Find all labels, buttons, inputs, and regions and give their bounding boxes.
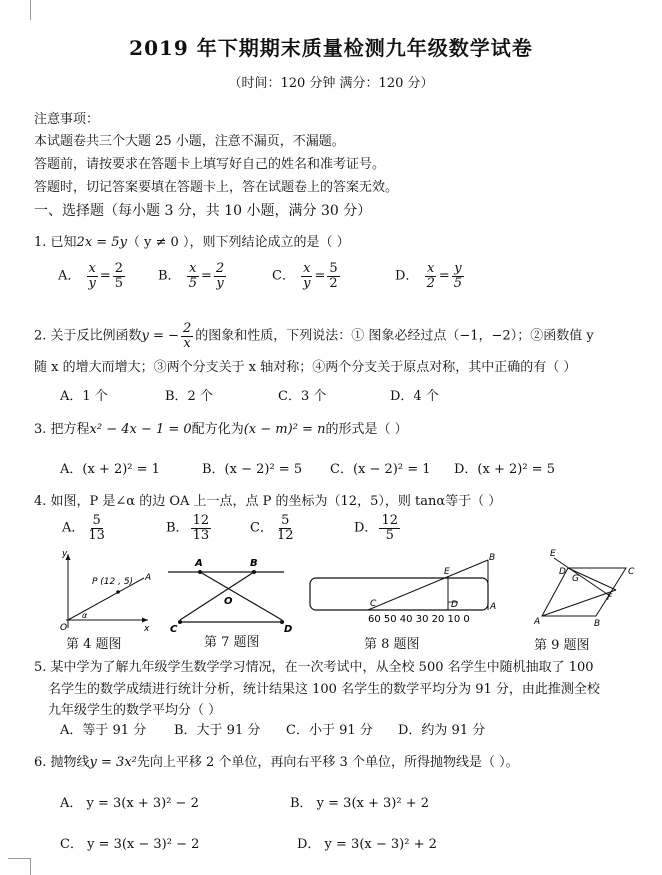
notes-heading: 注意事项： bbox=[34, 112, 100, 127]
question-1 bbox=[34, 231, 350, 250]
q1-stem-a: 1. 已知 bbox=[34, 235, 77, 250]
fig7-d-label: D bbox=[284, 624, 293, 635]
q2-option-c[interactable]: C．3 个 bbox=[278, 389, 327, 404]
fig4-x-label: x bbox=[144, 624, 150, 634]
fig9-e-label: E bbox=[550, 549, 556, 559]
figure-4-caption: 第 4 题图 bbox=[66, 637, 122, 652]
q1-option-b[interactable]: B． $\frac{x}{5}$ = $\frac{2}{y}$ bbox=[158, 261, 225, 291]
question-6: 6. 抛物线y = 3x²先向上平移 2 个单位，再向右平移 3 个单位，所得抛物线是（ ）。 bbox=[34, 755, 519, 770]
fig4-y-label: y bbox=[62, 549, 68, 559]
figure-8 bbox=[310, 553, 496, 625]
q1-option-c[interactable]: C． $\frac{x}{y}$ = $\frac{5}{2}$ bbox=[272, 261, 338, 291]
figure-4 bbox=[60, 549, 151, 634]
q3-option-a[interactable]: A．(x + 2)² = 1 bbox=[60, 462, 160, 477]
question-2: 2. 关于反比例函数y = − $\frac{2}{x}$ 的图象和性质，下列说法：① 图象必经过点（−1，−2）；②函数值 y bbox=[34, 321, 594, 351]
q4-option-a[interactable]: A． $\frac{5}{13}$ bbox=[62, 513, 105, 543]
question-5-line-2: 名学生的数学成绩进行统计分析，统计结果这 100 名学生的数学平均分为 91 分，由此推测全校 bbox=[48, 682, 600, 697]
corner-mark-bottom-left-v bbox=[30, 858, 31, 875]
question-3: 3. 把方程x² − 4x − 1 = 0配方化为(x − m)² = n的形式是（ ） bbox=[34, 422, 408, 437]
q3-option-b[interactable]: B．(x − 2)² = 5 bbox=[202, 462, 303, 477]
fig7-c-label: C bbox=[170, 624, 178, 635]
question-4: 4. 如图，P 是∠α 的边 OA 上一点，点 P 的坐标为（12，5），则 tanα等于（ ） bbox=[34, 494, 502, 509]
q3-option-c[interactable]: C．(x − 2)² = 1 bbox=[330, 462, 431, 477]
fig4-a-label: A bbox=[145, 573, 152, 583]
fig7-a-label: A bbox=[195, 558, 203, 569]
fig8-ruler-ticks: 60 50 40 30 20 10 0 bbox=[368, 614, 470, 625]
q1-stem-b: ，则下列结论成立的是（ ） bbox=[189, 235, 350, 250]
figure-8-caption: 第 8 题图 bbox=[364, 637, 420, 652]
q2-option-d[interactable]: D．4 个 bbox=[390, 389, 439, 404]
question-5-line-1: 5. 某中学为了解九年级学生数学学习情况，在一次考试中，从全校 500 名学生中随机抽取了 100 bbox=[34, 660, 594, 675]
figure-9 bbox=[533, 549, 635, 629]
q5-option-d[interactable]: D．约为 91 分 bbox=[398, 723, 486, 738]
q1-option-a[interactable]: A． $\frac{x}{y}$ = $\frac{2}{5}$ bbox=[58, 261, 124, 291]
corner-mark-bottom-left-h bbox=[8, 858, 30, 859]
exam-info: （时间：120 分钟 满分：120 分） bbox=[228, 76, 434, 91]
q1-condition: （ y ≠ 0 ） bbox=[126, 235, 190, 250]
q4-option-b[interactable]: B． $\frac{12}{13}$ bbox=[166, 513, 210, 543]
q3-option-d[interactable]: D．(x + 2)² = 5 bbox=[454, 462, 555, 477]
fig7-o-label: O bbox=[224, 596, 233, 607]
fig4-alpha-label: α bbox=[82, 611, 88, 620]
fig9-c-label: C bbox=[628, 567, 635, 577]
fig8-e-label: E bbox=[444, 567, 450, 577]
q4-option-c[interactable]: C． $\frac{5}{12}$ bbox=[250, 513, 294, 543]
page-title: 2019 年下期期末质量检测九年级数学试卷 bbox=[129, 36, 533, 60]
q2-option-a[interactable]: A．1 个 bbox=[60, 389, 108, 404]
figure-7-caption: 第 7 题图 bbox=[204, 635, 260, 650]
fig9-b-label: B bbox=[594, 619, 601, 629]
fig4-p-label: P (12 , 5) bbox=[92, 577, 134, 587]
fig7-b-label: B bbox=[250, 558, 258, 569]
q5-option-c[interactable]: C．小于 91 分 bbox=[286, 723, 373, 738]
fig9-d-label: D bbox=[559, 567, 566, 577]
corner-mark-top-left bbox=[30, 0, 31, 20]
q5-option-b[interactable]: B．大于 91 分 bbox=[174, 723, 261, 738]
figure-7 bbox=[168, 558, 292, 635]
q6-option-b[interactable]: B． y = 3(x + 3)² + 2 bbox=[290, 796, 430, 811]
note-line: 答题前，请按要求在答题卡上填写好自己的姓名和准考证号。 bbox=[34, 157, 386, 172]
q6-option-a[interactable]: A． y = 3(x + 3)² − 2 bbox=[60, 796, 199, 811]
q6-option-c[interactable]: C． y = 3(x − 3)² − 2 bbox=[60, 837, 200, 852]
fig8-b-label: B bbox=[489, 553, 496, 563]
figures-row bbox=[56, 548, 656, 648]
q1-equation: 2x = 5y bbox=[76, 235, 127, 250]
fig9-g-label: G bbox=[572, 574, 579, 584]
fig8-c-label: C bbox=[370, 599, 377, 609]
note-line: 本试题卷共三个大题 25 小题，注意不漏页，不漏题。 bbox=[34, 134, 345, 149]
q6-option-d[interactable]: D． y = 3(x − 3)² + 2 bbox=[297, 837, 437, 852]
fig4-o-label: O bbox=[60, 623, 68, 633]
note-line: 答题时，切记答案要填在答题卡上，答在试题卷上的答案无效。 bbox=[34, 180, 399, 195]
q4-option-d[interactable]: D． $\frac{12}{5}$ bbox=[354, 513, 398, 543]
fig8-a-label: A bbox=[490, 602, 497, 612]
q2-option-b[interactable]: B．2 个 bbox=[165, 389, 213, 404]
fig9-a-label: A bbox=[534, 617, 541, 627]
fig8-d-label: D bbox=[451, 600, 458, 610]
q5-option-a[interactable]: A．等于 91 分 bbox=[60, 723, 147, 738]
section-title: 一、选择题（每小题 3 分，共 10 小题，满分 30 分） bbox=[34, 203, 372, 219]
figure-9-caption: 第 9 题图 bbox=[534, 638, 590, 653]
fig9-f-label: F bbox=[607, 593, 613, 603]
q1-option-d[interactable]: D． $\frac{x}{2}$ = $\frac{y}{5}$ bbox=[395, 261, 463, 291]
q2-line-2: 随 x 的增大而增大；③两个分支关于 x 轴对称；④两个分支关于原点对称，其中正确的有（ ） bbox=[34, 360, 577, 375]
question-5-line-3: 九年级学生的数学平均分（ ） bbox=[48, 703, 222, 718]
